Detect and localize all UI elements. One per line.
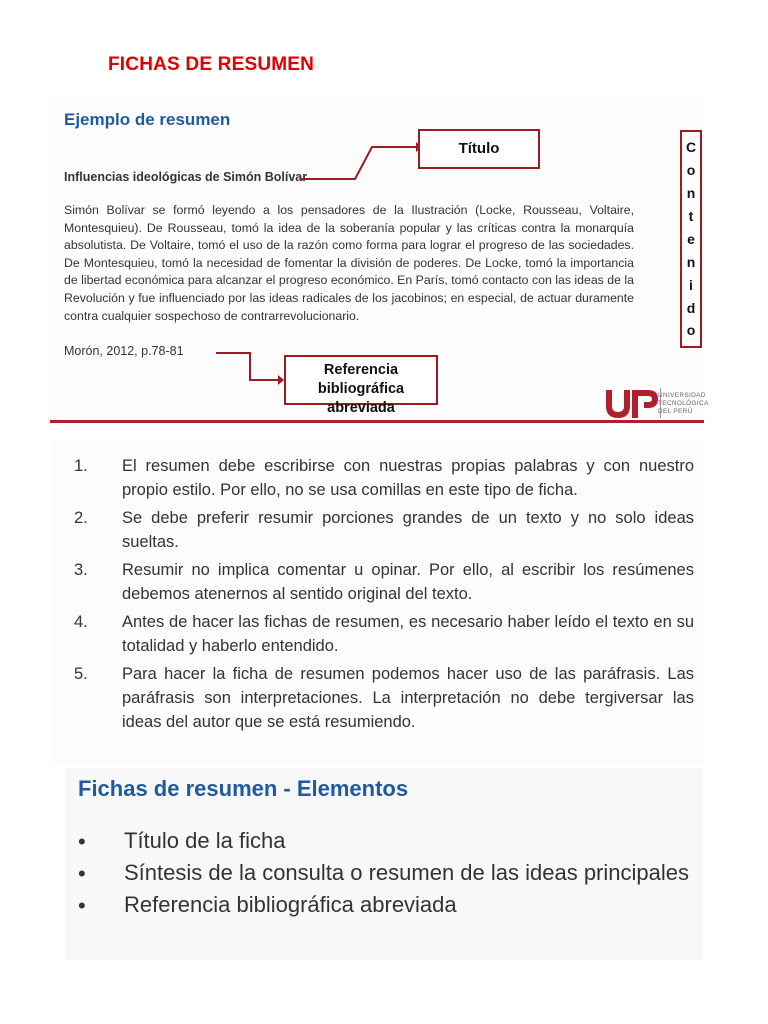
- list-item: [74, 558, 694, 606]
- bullet-icon: •: [78, 861, 86, 886]
- bullet-icon: •: [78, 829, 86, 854]
- list-item: [78, 892, 698, 920]
- titulo-arrow-line: [300, 147, 416, 179]
- example-reference: Morón, 2012, p.78-81: [64, 344, 184, 358]
- list-text: Síntesis de la consulta o resumen de las ideas principales: [124, 860, 689, 885]
- example-body-text: Simón Bolívar se formó leyendo a los pensadores de la Ilustración (Locke, Rousseau, Voltaire, Montesquieu). De Rousseau, tomó la idea de la soberanía popular y las críticas contra la monarquía absolutista. De Voltaire, tomó el uso de la razón como forma para lograr el progreso de las sociedades. De Montesquieu, tomó la necesidad de fomentar la división de poderes. De Locke, tomó la importancia de libertad económica para alcanzar el progreso económico. En París, tomó contacto con las ideas de la Revolución y fue influenciado por las ideas radicales de los jacobinos; en especial, de actuar duramente contra cualquier sospechoso de contrarrevolucionario.: [64, 203, 634, 323]
- list-item: [74, 610, 694, 658]
- list-item: [78, 860, 698, 888]
- list-text: Referencia bibliográfica abreviada: [124, 892, 457, 917]
- logo-text-line1: UNIVERSIDAD: [658, 392, 706, 399]
- example-slide: [50, 94, 709, 424]
- callout-ref-line1: Referencia: [323, 362, 399, 378]
- list-text: Resumir no implica comentar u opinar. Por ello, al escribir los resúmenes debemos atenernos al sentido original del texto.: [122, 561, 694, 603]
- list-text: Título de la ficha: [124, 828, 286, 853]
- ref-arrow-line: [216, 353, 278, 380]
- list-number: 1.: [74, 457, 88, 475]
- list-item: [78, 828, 698, 856]
- list-item: [74, 506, 694, 554]
- list-number: 3.: [74, 561, 88, 579]
- callout-referencia: [284, 355, 438, 416]
- callout-titulo: Título: [418, 129, 540, 169]
- contenido-letter: d: [686, 299, 696, 316]
- contenido-letter: C: [685, 139, 697, 156]
- contenido-letter: t: [688, 208, 694, 225]
- logo-text-line2: TECNOLÓGICA: [658, 400, 709, 407]
- bullet-icon: •: [78, 893, 86, 918]
- list-number: 4.: [74, 613, 88, 631]
- rules-list: [74, 454, 694, 738]
- contenido-letter: e: [687, 230, 695, 247]
- contenido-letter: n: [686, 253, 696, 270]
- contenido-letter: o: [686, 162, 696, 179]
- logo-text: [658, 392, 709, 416]
- example-subtitle: Influencias ideológicas de Simón Bolívar: [64, 170, 308, 184]
- list-item: [74, 454, 694, 502]
- contenido-letter: o: [686, 322, 696, 339]
- elements-list: [78, 828, 698, 924]
- callout-ref-line2: bibliográfica abreviada: [317, 381, 405, 416]
- contenido-letter: i: [689, 276, 693, 293]
- list-text: Para hacer la ficha de resumen podemos hacer uso de las paráfrasis. Las paráfrasis son interpretaciones. La interpretación no debe tergiversar las ideas del autor que se está resumiendo.: [122, 665, 694, 731]
- list-number: 2.: [74, 509, 88, 527]
- callout-contenido: [680, 130, 702, 348]
- elements-heading: Fichas de resumen - Elementos: [78, 776, 409, 801]
- elements-slide: [66, 768, 702, 960]
- list-text: El resumen debe escribirse con nuestras propias palabras y con nuestro propio estilo. Por ello, no se usa comillas en este tipo de ficha.: [122, 457, 694, 499]
- list-text: Se debe preferir resumir porciones grandes de un texto y no solo ideas sueltas.: [122, 509, 694, 551]
- rules-slide: [50, 440, 704, 766]
- example-heading: Ejemplo de resumen: [64, 110, 231, 129]
- list-number: 5.: [74, 665, 88, 683]
- contenido-letter: n: [686, 185, 696, 202]
- list-item: [74, 662, 694, 734]
- page-title: FICHAS DE RESUMEN: [108, 54, 315, 75]
- slide-divider: [50, 420, 704, 423]
- list-text: Antes de hacer las fichas de resumen, es necesario haber leído el texto en su totalidad y haberlo entendido.: [122, 613, 694, 655]
- logo-text-line3: DEL PERÚ: [658, 408, 693, 415]
